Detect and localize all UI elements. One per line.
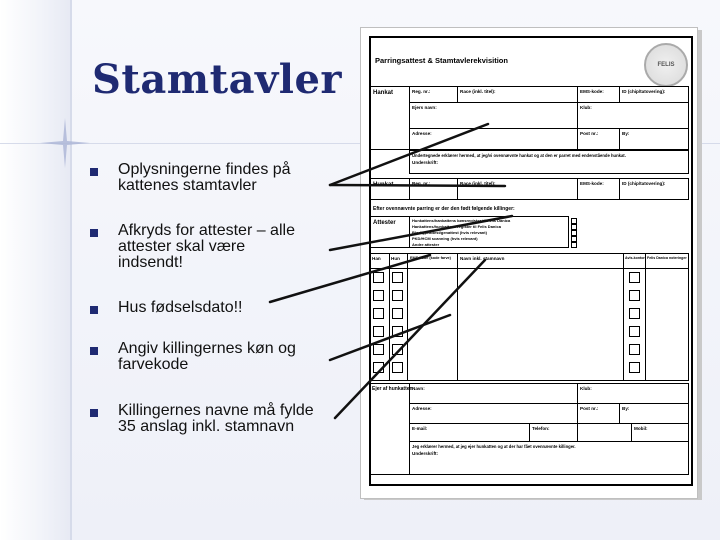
hun-checkbox[interactable]	[392, 362, 403, 373]
sparkle-icon	[40, 118, 90, 168]
female-heading: Hunkat	[373, 182, 394, 188]
col-han: Han	[372, 256, 381, 261]
avl-checkbox[interactable]	[629, 362, 640, 373]
col-ems: EMS-kode (kode farve)	[410, 256, 451, 260]
attester-item: Andre attester	[412, 242, 440, 247]
owner-signature-label: Underskrift:	[412, 451, 439, 456]
avl-checkbox[interactable]	[629, 326, 640, 337]
hun-checkbox[interactable]	[392, 344, 403, 355]
bullet-text: Angiv killingernes køn og farvekode	[118, 340, 296, 373]
square-bullet-icon	[90, 229, 98, 237]
owner-phone-label: Telefon:	[532, 426, 550, 431]
avl-checkbox[interactable]	[629, 290, 640, 301]
owner-email-label: E-mail:	[412, 426, 428, 431]
male-club-label: Klub:	[580, 105, 592, 110]
square-bullet-icon	[90, 306, 98, 314]
attester-item: Hunkattens/hankattens kønsregister til Felis Danica	[412, 218, 511, 223]
attester-item: Hankattens/hunkattens register til Felis Danica	[412, 224, 501, 229]
col-navn: Navn inkl. stamnavn	[460, 256, 505, 261]
kitten-table	[369, 253, 689, 381]
bullet-text: Killingernes navne må fylde 35 anslag inkl. stamnavn	[118, 402, 314, 435]
male-signature-label: Underskrift:	[412, 160, 439, 165]
male-reg-label: Reg. nr.:	[412, 89, 431, 94]
han-checkbox[interactable]	[373, 272, 384, 283]
male-declaration-text: Undertegnede erklærer hermed, at jeg/vi ovennævnte hankat og at den er parret med endenstående hunkat.	[412, 153, 626, 158]
background-left-strip	[0, 0, 72, 540]
square-bullet-icon	[90, 347, 98, 355]
han-checkbox[interactable]	[373, 344, 384, 355]
hun-checkbox[interactable]	[392, 272, 403, 283]
male-ems-label: EMS-kode:	[580, 89, 604, 94]
male-address-label: Adresse:	[412, 131, 432, 136]
owner-club-label: Klub:	[580, 386, 592, 391]
female-reg-label: Reg. nr.:	[412, 181, 431, 186]
female-ems-label: EMS-kode:	[580, 181, 604, 186]
bullet-text: Oplysningerne findes på kattenes stamtavler	[118, 161, 291, 194]
han-checkbox[interactable]	[373, 290, 384, 301]
bullet-text: Afkryds for attester – alle attester skal være indsendt!	[118, 222, 295, 271]
male-race-label: Race (inkl. titel):	[460, 89, 496, 94]
attester-item: PKD/HCM scanning (hvis relevant)	[412, 236, 478, 241]
col-hun: Hun	[391, 256, 400, 261]
male-heading: Hankat	[373, 90, 394, 96]
han-checkbox[interactable]	[373, 326, 384, 337]
slide-title: Stamtavler	[92, 56, 342, 103]
avl-checkbox[interactable]	[629, 344, 640, 355]
male-id-label: ID (chip/tatovering):	[622, 89, 666, 94]
attester-checkbox[interactable]	[571, 242, 577, 248]
male-postal-label: Post nr.:	[580, 131, 599, 136]
litter-line: Efter ovennævnte parring er der den født følgende killinger:	[373, 206, 515, 212]
attester-item: Blodtypeattest/genattest (hvis relevant)	[412, 230, 487, 235]
pedigree-certificate	[360, 27, 698, 499]
hun-checkbox[interactable]	[392, 326, 403, 337]
male-section	[369, 86, 689, 150]
square-bullet-icon	[90, 409, 98, 417]
document-title: Parringsattest & Stamtavlerekvisition	[375, 56, 508, 65]
background-vertical-line	[70, 0, 72, 540]
col-felis: Felis Danica noteringer	[647, 256, 687, 260]
han-checkbox[interactable]	[373, 362, 384, 373]
avl-checkbox[interactable]	[629, 308, 640, 319]
owner-mobile-label: Mobil:	[634, 426, 648, 431]
owner-city-label: By:	[622, 406, 630, 411]
square-bullet-icon	[90, 168, 98, 176]
hun-checkbox[interactable]	[392, 308, 403, 319]
owner-postal-label: Post nr.:	[580, 406, 599, 411]
felis-danica-logo: FELIS	[644, 43, 688, 87]
owner-name-label: Navn:	[412, 386, 425, 391]
attester-heading: Attester	[373, 220, 396, 226]
bullet-text: Hus fødselsdato!!	[118, 299, 243, 316]
col-avl: Avls-kontor	[625, 256, 645, 260]
male-city-label: By:	[622, 131, 630, 136]
hun-checkbox[interactable]	[392, 290, 403, 301]
avl-checkbox[interactable]	[629, 272, 640, 283]
owner-declaration: Jeg erklærer hermed, at jeg ejer hunkatten og at der har fået ovennævnte killinger.	[412, 444, 576, 449]
female-id-label: ID (chip/tatovering):	[622, 181, 666, 186]
owner-address-label: Adresse:	[412, 406, 432, 411]
han-checkbox[interactable]	[373, 308, 384, 319]
female-race-label: Race (inkl. titel):	[460, 181, 496, 186]
owner-heading: Ejer af hunkatten	[372, 386, 413, 392]
male-owner-label: Ejers navn:	[412, 105, 437, 110]
